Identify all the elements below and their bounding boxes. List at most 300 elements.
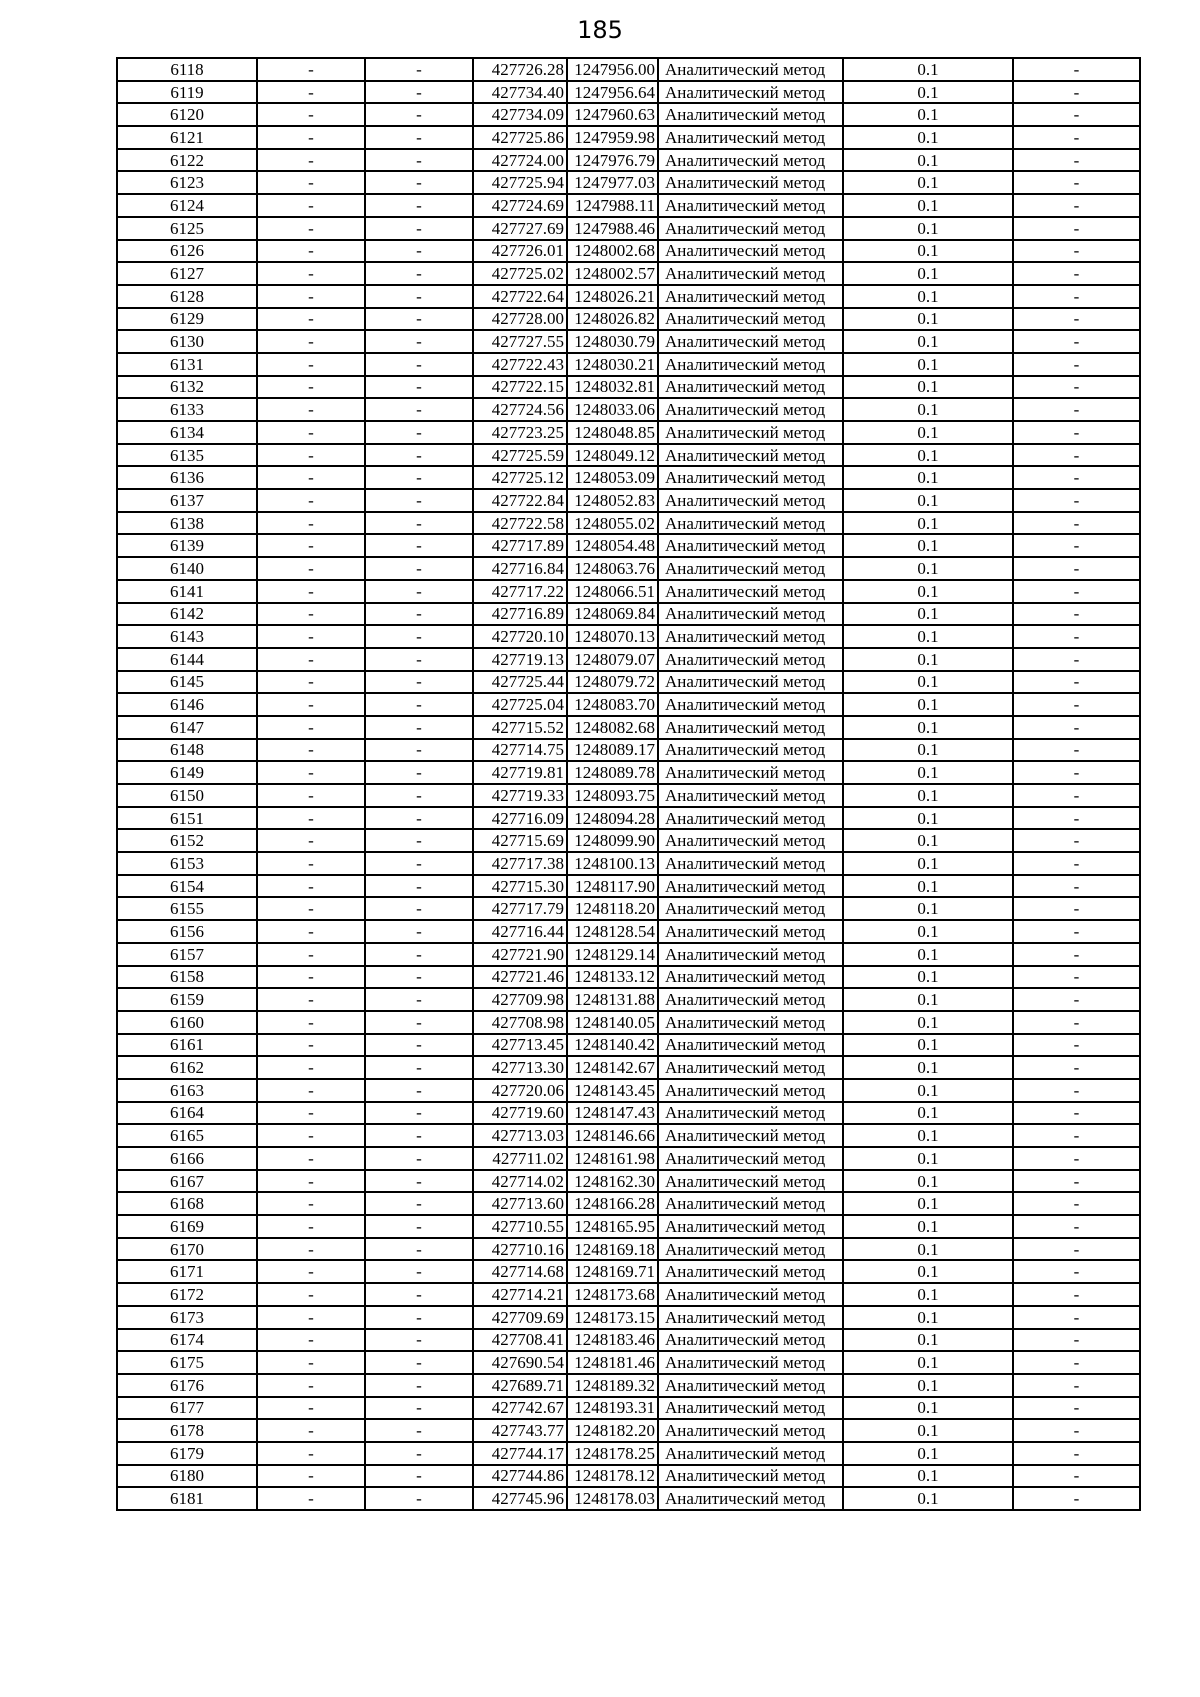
y-coordinate-cell: 1248083.70 xyxy=(567,693,658,716)
x-coordinate-cell: 427727.55 xyxy=(473,330,567,353)
x-coordinate-cell: 427717.38 xyxy=(473,852,567,875)
x-coordinate-cell: 427724.56 xyxy=(473,398,567,421)
method-cell: Аналитический метод xyxy=(658,1011,843,1034)
empty-cell-2: - xyxy=(257,1079,365,1102)
accuracy-cell: 0.1 xyxy=(843,807,1013,830)
empty-cell-3: - xyxy=(365,966,473,989)
accuracy-cell: 0.1 xyxy=(843,1011,1013,1034)
y-coordinate-cell: 1248026.82 xyxy=(567,308,658,331)
y-coordinate-cell: 1247956.00 xyxy=(567,58,658,81)
accuracy-cell: 0.1 xyxy=(843,330,1013,353)
y-coordinate-cell: 1248066.51 xyxy=(567,580,658,603)
point-number-cell: 6126 xyxy=(117,240,257,263)
empty-cell-2: - xyxy=(257,693,365,716)
table-row xyxy=(117,1329,1140,1352)
note-cell: - xyxy=(1013,171,1140,194)
empty-cell-2: - xyxy=(257,1329,365,1352)
point-number-cell: 6150 xyxy=(117,784,257,807)
y-coordinate-cell: 1248052.83 xyxy=(567,489,658,512)
table-row xyxy=(117,512,1140,535)
x-coordinate-cell: 427727.69 xyxy=(473,217,567,240)
note-cell: - xyxy=(1013,240,1140,263)
accuracy-cell: 0.1 xyxy=(843,1147,1013,1170)
note-cell: - xyxy=(1013,353,1140,376)
note-cell: - xyxy=(1013,81,1140,104)
point-number-cell: 6132 xyxy=(117,376,257,399)
empty-cell-3: - xyxy=(365,1442,473,1465)
table-row xyxy=(117,625,1140,648)
table-row xyxy=(117,829,1140,852)
y-coordinate-cell: 1248189.32 xyxy=(567,1374,658,1397)
note-cell: - xyxy=(1013,829,1140,852)
y-coordinate-cell: 1248118.20 xyxy=(567,897,658,920)
x-coordinate-cell: 427724.00 xyxy=(473,149,567,172)
note-cell: - xyxy=(1013,852,1140,875)
empty-cell-3: - xyxy=(365,1147,473,1170)
empty-cell-3: - xyxy=(365,376,473,399)
method-cell: Аналитический метод xyxy=(658,807,843,830)
empty-cell-3: - xyxy=(365,897,473,920)
point-number-cell: 6122 xyxy=(117,149,257,172)
point-number-cell: 6133 xyxy=(117,398,257,421)
x-coordinate-cell: 427722.84 xyxy=(473,489,567,512)
table-row xyxy=(117,716,1140,739)
point-number-cell: 6177 xyxy=(117,1397,257,1420)
accuracy-cell: 0.1 xyxy=(843,1374,1013,1397)
y-coordinate-cell: 1248053.09 xyxy=(567,466,658,489)
y-coordinate-cell: 1247959.98 xyxy=(567,126,658,149)
empty-cell-3: - xyxy=(365,421,473,444)
method-cell: Аналитический метод xyxy=(658,1102,843,1125)
point-number-cell: 6172 xyxy=(117,1283,257,1306)
method-cell: Аналитический метод xyxy=(658,580,843,603)
method-cell: Аналитический метод xyxy=(658,81,843,104)
method-cell: Аналитический метод xyxy=(658,784,843,807)
x-coordinate-cell: 427725.86 xyxy=(473,126,567,149)
accuracy-cell: 0.1 xyxy=(843,1260,1013,1283)
x-coordinate-cell: 427744.86 xyxy=(473,1465,567,1488)
point-number-cell: 6134 xyxy=(117,421,257,444)
empty-cell-2: - xyxy=(257,966,365,989)
point-number-cell: 6180 xyxy=(117,1465,257,1488)
y-coordinate-cell: 1248143.45 xyxy=(567,1079,658,1102)
accuracy-cell: 0.1 xyxy=(843,353,1013,376)
note-cell: - xyxy=(1013,1419,1140,1442)
note-cell: - xyxy=(1013,1215,1140,1238)
note-cell: - xyxy=(1013,557,1140,580)
x-coordinate-cell: 427734.40 xyxy=(473,81,567,104)
x-coordinate-cell: 427720.06 xyxy=(473,1079,567,1102)
method-cell: Аналитический метод xyxy=(658,966,843,989)
table-row xyxy=(117,1056,1140,1079)
point-number-cell: 6175 xyxy=(117,1351,257,1374)
table-row xyxy=(117,1034,1140,1057)
method-cell: Аналитический метод xyxy=(658,648,843,671)
x-coordinate-cell: 427713.30 xyxy=(473,1056,567,1079)
table-row xyxy=(117,1079,1140,1102)
empty-cell-3: - xyxy=(365,1102,473,1125)
method-cell: Аналитический метод xyxy=(658,512,843,535)
table-row xyxy=(117,1351,1140,1374)
point-number-cell: 6159 xyxy=(117,988,257,1011)
point-number-cell: 6153 xyxy=(117,852,257,875)
empty-cell-2: - xyxy=(257,421,365,444)
table-row xyxy=(117,1283,1140,1306)
point-number-cell: 6148 xyxy=(117,739,257,762)
empty-cell-3: - xyxy=(365,398,473,421)
empty-cell-3: - xyxy=(365,353,473,376)
y-coordinate-cell: 1248182.20 xyxy=(567,1419,658,1442)
empty-cell-2: - xyxy=(257,171,365,194)
table-row xyxy=(117,693,1140,716)
method-cell: Аналитический метод xyxy=(658,1465,843,1488)
empty-cell-3: - xyxy=(365,1351,473,1374)
accuracy-cell: 0.1 xyxy=(843,988,1013,1011)
y-coordinate-cell: 1248063.76 xyxy=(567,557,658,580)
table-row xyxy=(117,580,1140,603)
method-cell: Аналитический метод xyxy=(658,262,843,285)
point-number-cell: 6123 xyxy=(117,171,257,194)
empty-cell-3: - xyxy=(365,217,473,240)
x-coordinate-cell: 427722.64 xyxy=(473,285,567,308)
table-row xyxy=(117,240,1140,263)
empty-cell-2: - xyxy=(257,285,365,308)
empty-cell-2: - xyxy=(257,126,365,149)
y-coordinate-cell: 1248178.25 xyxy=(567,1442,658,1465)
coordinates-table xyxy=(116,57,1141,1511)
method-cell: Аналитический метод xyxy=(658,285,843,308)
x-coordinate-cell: 427714.21 xyxy=(473,1283,567,1306)
x-coordinate-cell: 427710.55 xyxy=(473,1215,567,1238)
accuracy-cell: 0.1 xyxy=(843,1170,1013,1193)
x-coordinate-cell: 427715.30 xyxy=(473,875,567,898)
y-coordinate-cell: 1248129.14 xyxy=(567,943,658,966)
y-coordinate-cell: 1248079.72 xyxy=(567,671,658,694)
point-number-cell: 6176 xyxy=(117,1374,257,1397)
empty-cell-2: - xyxy=(257,784,365,807)
x-coordinate-cell: 427719.60 xyxy=(473,1102,567,1125)
method-cell: Аналитический метод xyxy=(658,103,843,126)
table-row xyxy=(117,1238,1140,1261)
method-cell: Аналитический метод xyxy=(658,1238,843,1261)
table-row xyxy=(117,557,1140,580)
method-cell: Аналитический метод xyxy=(658,1170,843,1193)
empty-cell-3: - xyxy=(365,1124,473,1147)
note-cell: - xyxy=(1013,1374,1140,1397)
table-row xyxy=(117,966,1140,989)
x-coordinate-cell: 427723.25 xyxy=(473,421,567,444)
empty-cell-3: - xyxy=(365,512,473,535)
note-cell: - xyxy=(1013,330,1140,353)
point-number-cell: 6145 xyxy=(117,671,257,694)
accuracy-cell: 0.1 xyxy=(843,194,1013,217)
empty-cell-2: - xyxy=(257,625,365,648)
x-coordinate-cell: 427716.84 xyxy=(473,557,567,580)
accuracy-cell: 0.1 xyxy=(843,1306,1013,1329)
accuracy-cell: 0.1 xyxy=(843,534,1013,557)
y-coordinate-cell: 1247956.64 xyxy=(567,81,658,104)
table-row xyxy=(117,1147,1140,1170)
note-cell: - xyxy=(1013,988,1140,1011)
empty-cell-3: - xyxy=(365,988,473,1011)
empty-cell-2: - xyxy=(257,1056,365,1079)
method-cell: Аналитический метод xyxy=(658,1192,843,1215)
y-coordinate-cell: 1248133.12 xyxy=(567,966,658,989)
y-coordinate-cell: 1248069.84 xyxy=(567,603,658,626)
empty-cell-3: - xyxy=(365,829,473,852)
accuracy-cell: 0.1 xyxy=(843,1102,1013,1125)
point-number-cell: 6119 xyxy=(117,81,257,104)
x-coordinate-cell: 427744.17 xyxy=(473,1442,567,1465)
empty-cell-2: - xyxy=(257,603,365,626)
accuracy-cell: 0.1 xyxy=(843,444,1013,467)
method-cell: Аналитический метод xyxy=(658,1442,843,1465)
y-coordinate-cell: 1248030.21 xyxy=(567,353,658,376)
empty-cell-2: - xyxy=(257,852,365,875)
x-coordinate-cell: 427717.89 xyxy=(473,534,567,557)
empty-cell-3: - xyxy=(365,534,473,557)
point-number-cell: 6163 xyxy=(117,1079,257,1102)
y-coordinate-cell: 1248147.43 xyxy=(567,1102,658,1125)
accuracy-cell: 0.1 xyxy=(843,1351,1013,1374)
x-coordinate-cell: 427719.33 xyxy=(473,784,567,807)
empty-cell-3: - xyxy=(365,1487,473,1510)
y-coordinate-cell: 1248140.05 xyxy=(567,1011,658,1034)
table-row xyxy=(117,920,1140,943)
empty-cell-2: - xyxy=(257,376,365,399)
empty-cell-3: - xyxy=(365,603,473,626)
empty-cell-2: - xyxy=(257,988,365,1011)
x-coordinate-cell: 427714.68 xyxy=(473,1260,567,1283)
y-coordinate-cell: 1248030.79 xyxy=(567,330,658,353)
point-number-cell: 6129 xyxy=(117,308,257,331)
accuracy-cell: 0.1 xyxy=(843,603,1013,626)
table-row xyxy=(117,1487,1140,1510)
empty-cell-2: - xyxy=(257,829,365,852)
table-row xyxy=(117,489,1140,512)
y-coordinate-cell: 1248169.71 xyxy=(567,1260,658,1283)
empty-cell-3: - xyxy=(365,1283,473,1306)
point-number-cell: 6136 xyxy=(117,466,257,489)
empty-cell-3: - xyxy=(365,557,473,580)
y-coordinate-cell: 1248002.57 xyxy=(567,262,658,285)
empty-cell-2: - xyxy=(257,580,365,603)
empty-cell-3: - xyxy=(365,1079,473,1102)
empty-cell-3: - xyxy=(365,262,473,285)
x-coordinate-cell: 427726.01 xyxy=(473,240,567,263)
note-cell: - xyxy=(1013,489,1140,512)
point-number-cell: 6131 xyxy=(117,353,257,376)
method-cell: Аналитический метод xyxy=(658,1034,843,1057)
x-coordinate-cell: 427713.45 xyxy=(473,1034,567,1057)
point-number-cell: 6178 xyxy=(117,1419,257,1442)
x-coordinate-cell: 427721.90 xyxy=(473,943,567,966)
point-number-cell: 6135 xyxy=(117,444,257,467)
empty-cell-2: - xyxy=(257,557,365,580)
accuracy-cell: 0.1 xyxy=(843,285,1013,308)
accuracy-cell: 0.1 xyxy=(843,829,1013,852)
accuracy-cell: 0.1 xyxy=(843,1442,1013,1465)
point-number-cell: 6140 xyxy=(117,557,257,580)
empty-cell-2: - xyxy=(257,1192,365,1215)
note-cell: - xyxy=(1013,966,1140,989)
accuracy-cell: 0.1 xyxy=(843,149,1013,172)
y-coordinate-cell: 1248162.30 xyxy=(567,1170,658,1193)
x-coordinate-cell: 427689.71 xyxy=(473,1374,567,1397)
empty-cell-3: - xyxy=(365,875,473,898)
x-coordinate-cell: 427725.59 xyxy=(473,444,567,467)
accuracy-cell: 0.1 xyxy=(843,81,1013,104)
table-row xyxy=(117,330,1140,353)
empty-cell-2: - xyxy=(257,943,365,966)
accuracy-cell: 0.1 xyxy=(843,1397,1013,1420)
accuracy-cell: 0.1 xyxy=(843,1079,1013,1102)
accuracy-cell: 0.1 xyxy=(843,240,1013,263)
x-coordinate-cell: 427720.10 xyxy=(473,625,567,648)
empty-cell-2: - xyxy=(257,444,365,467)
empty-cell-2: - xyxy=(257,1465,365,1488)
empty-cell-3: - xyxy=(365,580,473,603)
accuracy-cell: 0.1 xyxy=(843,1329,1013,1352)
method-cell: Аналитический метод xyxy=(658,920,843,943)
method-cell: Аналитический метод xyxy=(658,1306,843,1329)
accuracy-cell: 0.1 xyxy=(843,648,1013,671)
table-row xyxy=(117,739,1140,762)
empty-cell-3: - xyxy=(365,625,473,648)
method-cell: Аналитический метод xyxy=(658,466,843,489)
empty-cell-3: - xyxy=(365,81,473,104)
note-cell: - xyxy=(1013,421,1140,444)
point-number-cell: 6137 xyxy=(117,489,257,512)
note-cell: - xyxy=(1013,716,1140,739)
accuracy-cell: 0.1 xyxy=(843,489,1013,512)
x-coordinate-cell: 427721.46 xyxy=(473,966,567,989)
note-cell: - xyxy=(1013,1329,1140,1352)
x-coordinate-cell: 427710.16 xyxy=(473,1238,567,1261)
empty-cell-2: - xyxy=(257,1306,365,1329)
empty-cell-2: - xyxy=(257,330,365,353)
y-coordinate-cell: 1248140.42 xyxy=(567,1034,658,1057)
x-coordinate-cell: 427715.69 xyxy=(473,829,567,852)
accuracy-cell: 0.1 xyxy=(843,671,1013,694)
x-coordinate-cell: 427714.75 xyxy=(473,739,567,762)
y-coordinate-cell: 1248070.13 xyxy=(567,625,658,648)
note-cell: - xyxy=(1013,603,1140,626)
empty-cell-2: - xyxy=(257,489,365,512)
y-coordinate-cell: 1248166.28 xyxy=(567,1192,658,1215)
empty-cell-3: - xyxy=(365,807,473,830)
x-coordinate-cell: 427719.81 xyxy=(473,761,567,784)
point-number-cell: 6121 xyxy=(117,126,257,149)
method-cell: Аналитический метод xyxy=(658,1147,843,1170)
empty-cell-3: - xyxy=(365,1329,473,1352)
note-cell: - xyxy=(1013,376,1140,399)
x-coordinate-cell: 427713.60 xyxy=(473,1192,567,1215)
empty-cell-2: - xyxy=(257,353,365,376)
method-cell: Аналитический метод xyxy=(658,603,843,626)
note-cell: - xyxy=(1013,308,1140,331)
empty-cell-2: - xyxy=(257,149,365,172)
note-cell: - xyxy=(1013,920,1140,943)
empty-cell-3: - xyxy=(365,489,473,512)
note-cell: - xyxy=(1013,1465,1140,1488)
point-number-cell: 6128 xyxy=(117,285,257,308)
y-coordinate-cell: 1248117.90 xyxy=(567,875,658,898)
accuracy-cell: 0.1 xyxy=(843,126,1013,149)
x-coordinate-cell: 427690.54 xyxy=(473,1351,567,1374)
note-cell: - xyxy=(1013,1011,1140,1034)
accuracy-cell: 0.1 xyxy=(843,739,1013,762)
note-cell: - xyxy=(1013,1238,1140,1261)
point-number-cell: 6139 xyxy=(117,534,257,557)
accuracy-cell: 0.1 xyxy=(843,784,1013,807)
empty-cell-3: - xyxy=(365,693,473,716)
table-row xyxy=(117,807,1140,830)
empty-cell-2: - xyxy=(257,875,365,898)
point-number-cell: 6127 xyxy=(117,262,257,285)
point-number-cell: 6142 xyxy=(117,603,257,626)
table-row xyxy=(117,81,1140,104)
point-number-cell: 6161 xyxy=(117,1034,257,1057)
y-coordinate-cell: 1248089.17 xyxy=(567,739,658,762)
method-cell: Аналитический метод xyxy=(658,739,843,762)
method-cell: Аналитический метод xyxy=(658,897,843,920)
x-coordinate-cell: 427725.04 xyxy=(473,693,567,716)
empty-cell-2: - xyxy=(257,1238,365,1261)
point-number-cell: 6171 xyxy=(117,1260,257,1283)
empty-cell-3: - xyxy=(365,126,473,149)
empty-cell-3: - xyxy=(365,1192,473,1215)
x-coordinate-cell: 427724.69 xyxy=(473,194,567,217)
note-cell: - xyxy=(1013,671,1140,694)
empty-cell-3: - xyxy=(365,943,473,966)
accuracy-cell: 0.1 xyxy=(843,1487,1013,1510)
y-coordinate-cell: 1248079.07 xyxy=(567,648,658,671)
note-cell: - xyxy=(1013,1260,1140,1283)
point-number-cell: 6174 xyxy=(117,1329,257,1352)
note-cell: - xyxy=(1013,625,1140,648)
method-cell: Аналитический метод xyxy=(658,716,843,739)
table-row xyxy=(117,1170,1140,1193)
empty-cell-3: - xyxy=(365,1260,473,1283)
table-row xyxy=(117,103,1140,126)
x-coordinate-cell: 427713.03 xyxy=(473,1124,567,1147)
empty-cell-3: - xyxy=(365,1170,473,1193)
point-number-cell: 6173 xyxy=(117,1306,257,1329)
y-coordinate-cell: 1248093.75 xyxy=(567,784,658,807)
table-row xyxy=(117,852,1140,875)
empty-cell-3: - xyxy=(365,716,473,739)
accuracy-cell: 0.1 xyxy=(843,1056,1013,1079)
method-cell: Аналитический метод xyxy=(658,1079,843,1102)
accuracy-cell: 0.1 xyxy=(843,1419,1013,1442)
method-cell: Аналитический метод xyxy=(658,875,843,898)
table-row xyxy=(117,126,1140,149)
empty-cell-3: - xyxy=(365,466,473,489)
table-row xyxy=(117,1124,1140,1147)
point-number-cell: 6167 xyxy=(117,1170,257,1193)
note-cell: - xyxy=(1013,1192,1140,1215)
point-number-cell: 6147 xyxy=(117,716,257,739)
empty-cell-2: - xyxy=(257,1442,365,1465)
note-cell: - xyxy=(1013,1170,1140,1193)
accuracy-cell: 0.1 xyxy=(843,308,1013,331)
table-row xyxy=(117,285,1140,308)
table-row xyxy=(117,1260,1140,1283)
point-number-cell: 6164 xyxy=(117,1102,257,1125)
y-coordinate-cell: 1248193.31 xyxy=(567,1397,658,1420)
point-number-cell: 6158 xyxy=(117,966,257,989)
